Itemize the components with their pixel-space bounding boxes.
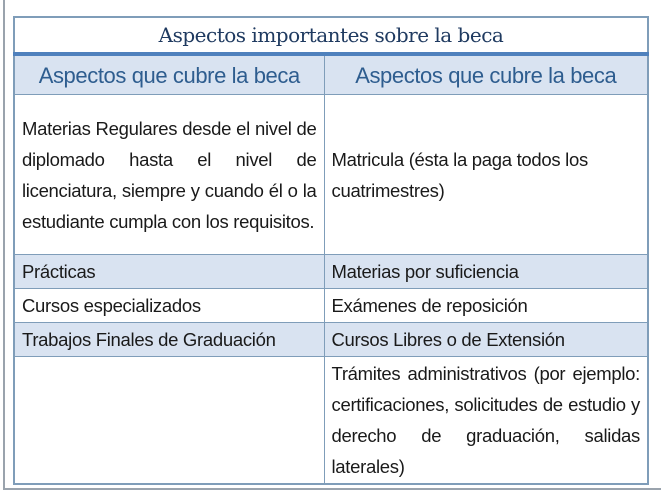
table-cell: Trámites administrativos (por ejemplo: certificaciones, solicitudes de estudio y derecho de graduación, salidas laterales) [324, 357, 648, 485]
table-cell: Materias por suficiencia [324, 255, 648, 289]
table-cell: Cursos Libres o de Extensión [324, 323, 648, 357]
table-cell: Matricula (ésta la paga todos los cuatrimestres) [324, 95, 648, 255]
table-cell: Materias Regulares desde el nivel de diplomado hasta el nivel de licenciatura, siempre y cuando él o la estudiante cumpla con los requisitos. [14, 95, 324, 255]
table-cell: Exámenes de reposición [324, 289, 648, 323]
table-title: Aspectos importantes sobre la beca [14, 17, 648, 54]
table-cell: Cursos especializados [14, 289, 324, 323]
column-header: Aspectos que cubre la beca [324, 54, 648, 95]
table-cell: Trabajos Finales de Graduación [14, 323, 324, 357]
scholarship-table [13, 16, 649, 485]
table-cell-empty [14, 357, 324, 485]
column-header: Aspectos que cubre la beca [14, 54, 324, 95]
table-cell: Prácticas [14, 255, 324, 289]
